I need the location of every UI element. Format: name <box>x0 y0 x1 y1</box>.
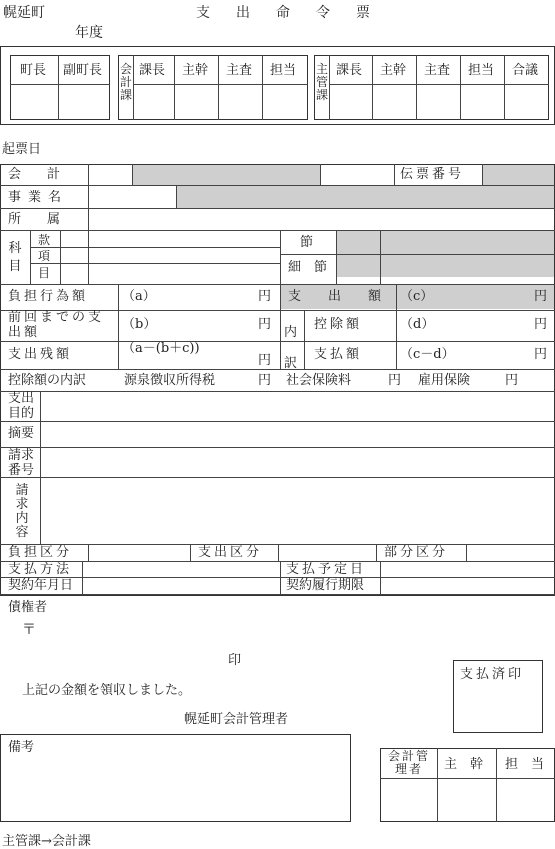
label-partial-category: 部分区分 <box>384 545 449 560</box>
town-name: 幌延町 <box>3 5 45 21</box>
value-a: （a） <box>122 289 156 304</box>
label-remaining-amount: 支出残額 <box>8 347 73 362</box>
stamp-label-staff: 担当 <box>270 63 297 78</box>
receipt-statement: 上記の金額を領収しました。 <box>22 683 192 698</box>
stamp-label-consultation: 合議 <box>512 63 539 78</box>
label-paid-stamp: 支払済印 <box>460 667 525 682</box>
stamp-label-inspector: 主査 <box>226 63 253 78</box>
label-expenditure-amount: 支 出 額 <box>288 289 389 304</box>
label-department: 所 属 <box>8 212 61 227</box>
stamp-label-chief: 主幹 <box>182 63 209 78</box>
stamp-label-mayor: 町長 <box>20 63 47 78</box>
yen-withholding: 円 <box>258 373 272 388</box>
label-request-number: 請求番号 <box>8 448 35 478</box>
yen-b: 円 <box>258 317 272 332</box>
label-subject: 科目 <box>8 241 22 274</box>
label-voucher-number: 伝票番号 <box>400 167 465 182</box>
postal-mark: 〒 <box>22 622 36 638</box>
yen-c-d: 円 <box>534 347 548 362</box>
issue-date-label: 起票日 <box>2 142 42 157</box>
fiscal-year-label: 年度 <box>75 25 103 41</box>
stamp-label-inspector-2: 主査 <box>424 63 451 78</box>
yen-a-bc: 円 <box>258 353 272 368</box>
label-expenditure-purpose: 支出目的 <box>8 391 35 421</box>
label-burden-category: 負担区分 <box>8 545 73 560</box>
label-contract-deadline: 契約履行期限 <box>286 578 365 593</box>
label-accounting: 会 計 <box>8 167 61 182</box>
label-withholding-tax: 源泉徴収所得税 <box>124 373 216 388</box>
stamp-label-section-chief: 課長 <box>139 63 166 78</box>
label-uchi: 内訳 <box>284 325 298 371</box>
label-project-name: 事業名 <box>8 190 69 205</box>
label-request-content: 請求内容 <box>15 483 29 540</box>
accounting-dept-label: 会計課 <box>119 62 132 102</box>
label-payment-scheduled-date: 支払予定日 <box>286 562 367 577</box>
label-chief-stamp: 主 幹 <box>444 757 484 772</box>
yen-employment: 円 <box>505 373 519 388</box>
label-remarks: 備考 <box>8 740 35 755</box>
label-payment-method: 支払方法 <box>8 562 73 577</box>
value-a-bc: （a－(b＋c)) <box>122 341 200 356</box>
yen-social: 円 <box>388 373 402 388</box>
label-burden-amount: 負担行為額 <box>8 289 89 304</box>
seal-mark: 印 <box>228 653 242 668</box>
remarks-box <box>0 734 351 822</box>
label-payment-amount: 支払額 <box>314 347 363 362</box>
stamp-label-chief-2: 主幹 <box>380 63 407 78</box>
label-summary: 摘要 <box>8 426 35 441</box>
label-deduction-amount: 控除額 <box>314 317 363 332</box>
label-previous-expenditure: 前回までの支出額 <box>8 310 105 340</box>
label-setsu: 節 <box>300 235 314 250</box>
label-social-insurance: 社会保険料 <box>286 373 352 388</box>
label-saisetsu: 細 節 <box>288 260 328 275</box>
label-kan: 款 <box>38 233 51 247</box>
label-expenditure-category: 支出区分 <box>198 545 263 560</box>
label-deduction-breakdown: 控除額の内訳 <box>8 373 87 388</box>
label-creditor: 債権者 <box>8 600 48 615</box>
form-title: 支 出 命 令 票 <box>196 5 376 21</box>
label-contract-date: 契約年月日 <box>8 578 74 593</box>
label-employment-insurance: 雇用保険 <box>418 373 471 388</box>
yen-d: 円 <box>534 317 548 332</box>
label-accounting-manager: 幌延町会計管理者 <box>184 712 289 727</box>
value-c-d: （c－d） <box>400 347 455 362</box>
label-ko: 項 <box>38 249 51 263</box>
label-accounting-manager-stamp: 会計管理者 <box>387 749 430 776</box>
label-staff-stamp: 担 当 <box>505 757 545 772</box>
yen-a: 円 <box>258 289 272 304</box>
value-d: （d） <box>400 317 435 332</box>
stamp-label-staff-2: 担当 <box>468 63 495 78</box>
label-moku: 目 <box>38 266 51 280</box>
stamp-label-deputy-mayor: 副町長 <box>63 63 103 78</box>
stamp-label-section-chief-2: 課長 <box>336 63 363 78</box>
routing-note: 主管課→会計課 <box>2 834 91 849</box>
value-c: （c） <box>400 289 434 304</box>
main-dept-label: 主管課 <box>315 62 328 102</box>
value-b: （b） <box>122 317 157 332</box>
yen-c: 円 <box>534 289 548 304</box>
